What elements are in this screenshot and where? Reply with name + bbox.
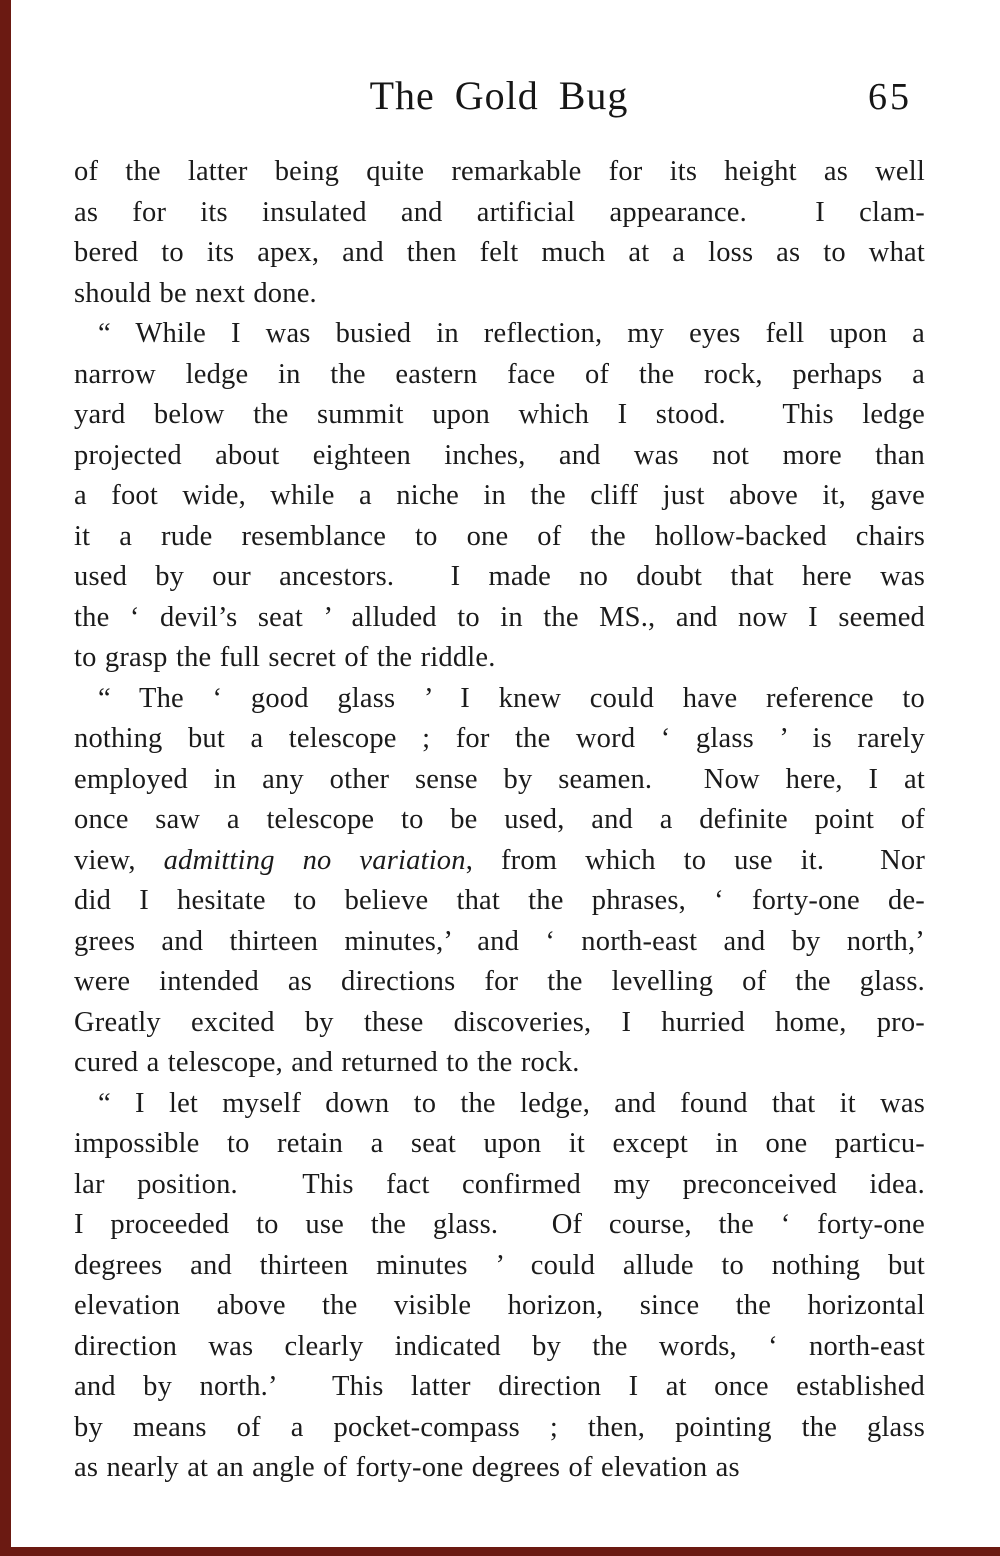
text-line: direction was clearly indicated by the words, ‘ north-east	[74, 1330, 925, 1362]
text-line: of the latter being quite remarkable for its height as well	[74, 156, 925, 187]
text-line: elevation above the visible horizon, since the horizontal	[74, 1290, 925, 1321]
text-line: should be next done.	[74, 277, 317, 309]
text-line: a foot wide, while a niche in the cliff just above it, gave	[74, 480, 925, 511]
text-line: projected about eighteen inches, and was not more than	[74, 439, 925, 471]
text-line: degrees and thirteen minutes ’ could allude to nothing but	[74, 1249, 925, 1281]
text-line: the ‘ devil’s seat ’ alluded to in the MS., and now I seemed	[74, 601, 925, 633]
text-line: to grasp the full secret of the riddle.	[74, 642, 496, 673]
text-line: impossible to retain a seat upon it except in one particu-	[74, 1128, 925, 1159]
page-number: 65	[868, 76, 912, 118]
text-line: narrow ledge in the eastern face of the rock, perhaps a	[74, 358, 925, 390]
page-header	[74, 72, 924, 124]
text-line: used by our ancestors. I made no doubt that here was	[74, 561, 925, 592]
text-line: once saw a telescope to be used, and a definite point of	[74, 804, 925, 835]
text-line: Greatly excited by these discoveries, I hurried home, pro-	[74, 1006, 925, 1038]
text-line: grees and thirteen minutes,’ and ‘ north-east and by north,’	[74, 925, 925, 957]
text-line: by means of a pocket-compass ; then, pointing the glass	[74, 1411, 925, 1443]
text-block	[74, 152, 925, 1489]
text-line: nothing but a telescope ; for the word ‘ glass ’ is rarely	[74, 723, 925, 754]
page-title: The Gold Bug	[369, 73, 629, 118]
text-line: “ While I was busied in reflection, my eyes fell upon a	[98, 318, 925, 349]
text-line: “ The ‘ good glass ’ I knew could have reference to	[98, 682, 925, 714]
text-line: it a rude resemblance to one of the hollow-backed chairs	[74, 520, 925, 552]
text-line: as for its insulated and artificial appearance. I clam-	[74, 196, 925, 228]
text-line: were intended as directions for the levelling of the glass.	[74, 966, 925, 997]
text-line: view, admitting no variation, from which to use it. Nor	[74, 844, 926, 876]
text-line: yard below the summit upon which I stood. This ledge	[74, 399, 925, 430]
text-line: and by north.’ This latter direction I at once established	[74, 1371, 925, 1402]
text-line: bered to its apex, and then felt much at a loss as to what	[74, 237, 925, 268]
text-line: I proceeded to use the glass. Of course, the ‘ forty-one	[74, 1209, 925, 1240]
text-line: did I hesitate to believe that the phrases, ‘ forty-one de-	[74, 885, 925, 916]
text-line: employed in any other sense by seamen. Now here, I at	[74, 763, 925, 795]
scan-edge-left	[0, 0, 11, 1556]
text-line: cured a telescope, and returned to the rock.	[74, 1047, 580, 1078]
text-line: lar position. This fact confirmed my preconceived idea.	[74, 1168, 925, 1200]
scan-edge-bottom	[0, 1547, 1000, 1556]
text-line: “ I let myself down to the ledge, and found that it was	[98, 1087, 925, 1119]
text-line: as nearly at an angle of forty-one degrees of elevation as	[74, 1452, 740, 1483]
